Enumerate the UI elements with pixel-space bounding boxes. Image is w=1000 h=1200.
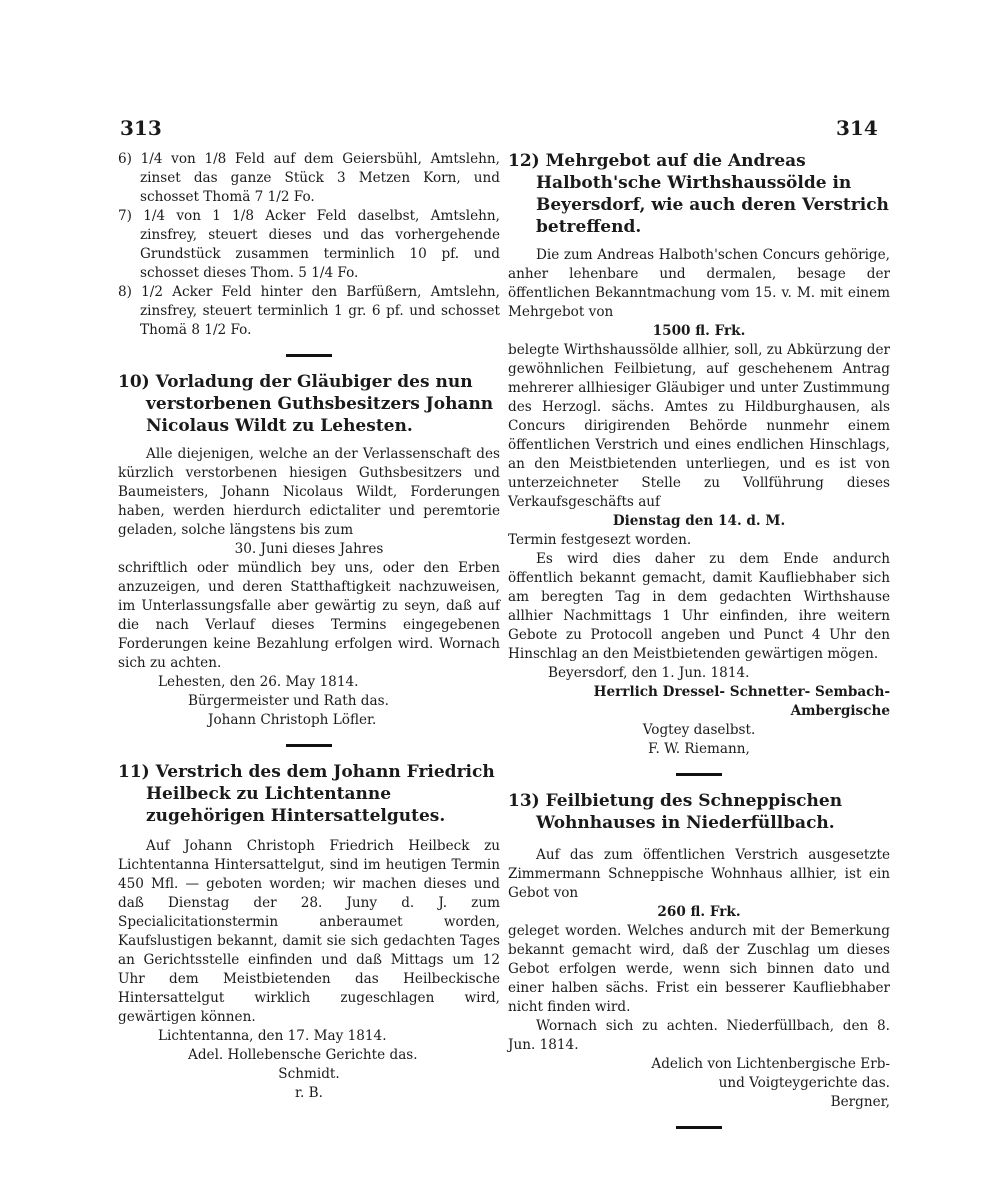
notice-13-amount: 260 fl. Frk. (657, 904, 741, 920)
notice-13-text-3: Wornach sich zu achten. Niederfüllbach, den 8. Jun. 1814. (508, 1018, 890, 1053)
section-divider (676, 773, 722, 776)
notice-10-title: 10) Vorladung der Gläubiger des nun verstorbenen Guthsbesitzers Johann Nicolaus Wildt zu Lehesten. (118, 372, 494, 436)
notice-12-signature-authority: Herrlich Dressel- Schnetter- Sembach-Ambergische (593, 684, 890, 719)
notice-13-text: Auf das zum öffentlichen Verstrich ausgesetzte Zimmermann Schneppische Wohnhaus allhier, ist ein Gebot von (508, 847, 890, 901)
section-divider (676, 1126, 722, 1129)
notice-13-signature-office: und Voigteygerichte das. (718, 1075, 890, 1091)
notice-13-signature-authority: Adelich von Lichtenbergische Erb- (651, 1056, 890, 1072)
notice-12-amount: 1500 fl. Frk. (652, 323, 746, 339)
notice-13-signature-name: Bergner, (830, 1094, 890, 1110)
notice-11-signature-authority: Adel. Hollebensche Gerichte das. (188, 1047, 418, 1063)
notice-12-date: Beyersdorf, den 1. Jun. 1814. (548, 665, 750, 681)
list-item: 6) 1/4 von 1/8 Feld auf dem Geiersbühl, Amtslehn, zinset das ganze Stück 3 Metzen Korn, und schosset Thomä 7 1/2 Fo. (118, 151, 500, 205)
page-number-left: 313 (120, 116, 162, 140)
notice-12-text-4: Es wird dies daher zu dem Ende andurch öffentlich bekannt gemacht, damit Kaufliebhaber sich am beregten Tag in dem gedachten Wirthshause allhier Nachmittags 1 Uhr einfinden, ihre weitern Gebote zu Protocoll angeben und Punct 4 Uhr den Hinschlag an den Meistbietenden gewärtigen mögen. (508, 551, 890, 662)
notice-12-text-2: belegte Wirthshaussölde allhier, soll, zu Abkürzung der gewöhnlichen Feilbietung, auf geschehenem Antrag mehrerer allhiesiger Gläubiger und unter Zustimmung des Herzogl. sächs. Amtes zu Hildburghausen, als Concurs dirigirenden Behörde nunmehr einem öffentlichen Verstrich und eines endlichen Hinschlags, an den Meistbietenden unterliegen, und es ist von unterzeichneter Stelle zu Vollführung dieses Verkaufsgeschäfts auf (508, 342, 890, 510)
left-column (118, 150, 500, 1103)
notice-11-title: 11) Verstrich des dem Johann Friedrich Heilbeck zu Lichtentanne zugehörigen Hintersattelgutes. (118, 762, 495, 826)
list-item: 7) 1/4 von 1 1/8 Acker Feld daselbst, Amtslehn, zinsfrey, steuert dieses und das vorhergehende Grundstück zusammen terminlich 10 pf. und schosset dieses Thom. 5 1/4 Fo. (118, 208, 500, 281)
notice-12-text-3: Termin festgesezt worden. (508, 532, 692, 548)
notice-13-text-2: geleget worden. Welches andurch mit der Bemerkung bekannt gemacht wird, daß der Zuschlag um dieses Gebot erfolgen werde, wenn sich binnen dato und einer halben sächs. Frist ein besserer Kaufliebhaber nicht finden wird. (508, 923, 890, 1015)
page-number-right: 314 (836, 116, 878, 140)
notice-11-date: Lichtentanna, den 17. May 1814. (158, 1028, 387, 1044)
spacer (118, 437, 500, 445)
notice-11-signature-name: Schmidt. (278, 1066, 340, 1082)
spacer (118, 827, 500, 837)
notice-11-signature-initials: r. B. (295, 1085, 323, 1101)
right-column (508, 150, 890, 1143)
notice-10-signature-authority: Bürgermeister und Rath das. (188, 693, 389, 709)
notice-12-title: 12) Mehrgebot auf die Andreas Halboth'sche Wirthshaussölde in Beyersdorf, wie auch deren Verstrich betreffend. (508, 151, 889, 237)
notice-10-text: Alle diejenigen, welche an der Verlassenschaft des kürzlich verstorbenen hiesigen Guthsbesitzers und Baumeisters, Johann Nicolaus Wildt, Forderungen haben, werden hierdurch edictaliter und peremtorie geladen, solche längstens bis zum (118, 446, 500, 538)
spacer (508, 834, 890, 846)
notice-10-text-2: schriftlich oder mündlich bey uns, oder den Erben anzuzeigen, und deren Statthaftigkeit nachzuweisen, im Unterlassungsfalle aber gewärtig zu seyn, daß auf die nach Verlauf dieses Termins eingegebenen Forderungen keine Bezahlung erfolgen wird. Wornach sich zu achten. (118, 560, 500, 671)
notice-11-text: Auf Johann Christoph Friedrich Heilbeck zu Lichtentanna Hintersattelgut, sind im heutigen Termin 450 Mfl. — geboten worden; wir machen dieses und daß Dienstag der 28. Juny d. J. zum Specialicitationstermin anberaumet worden, Kaufslustigen bekannt, damit sie sich gedachten Tages an Gerichtsstelle einfinden und daß Mittags um 12 Uhr dem Meistbietenden das Heilbeckische Hintersattelgut wirklich zugeschlagen wird, gewärtigen können. (118, 838, 500, 1025)
notice-12-deadline: Dienstag den 14. d. M. (612, 513, 786, 529)
list-item: 8) 1/2 Acker Feld hinter den Barfüßern, Amtslehn, zinsfrey, steuert terminlich 1 gr. 6 pf. und schosset Thomä 8 1/2 Fo. (118, 284, 500, 338)
section-divider (286, 354, 332, 357)
spacer (508, 238, 890, 246)
section-divider (286, 744, 332, 747)
notice-10-signature-name: Johann Christoph Löfler. (208, 712, 377, 728)
notice-13-title: 13) Feilbietung des Schneppischen Wohnhauses in Niederfüllbach. (508, 791, 843, 833)
notice-10-deadline: 30. Juni dieses Jahres (234, 541, 384, 557)
notice-12-signature-name: F. W. Riemann, (648, 741, 750, 757)
notice-12-text: Die zum Andreas Halboth'schen Concurs gehörige, anher lehenbare und dermalen, besage der öffentlichen Bekanntmachung vom 15. v. M. mit einem Mehrgebot von (508, 247, 890, 320)
notice-10-date: Lehesten, den 26. May 1814. (158, 674, 359, 690)
notice-12-signature-office: Vogtey daselbst. (642, 722, 756, 738)
